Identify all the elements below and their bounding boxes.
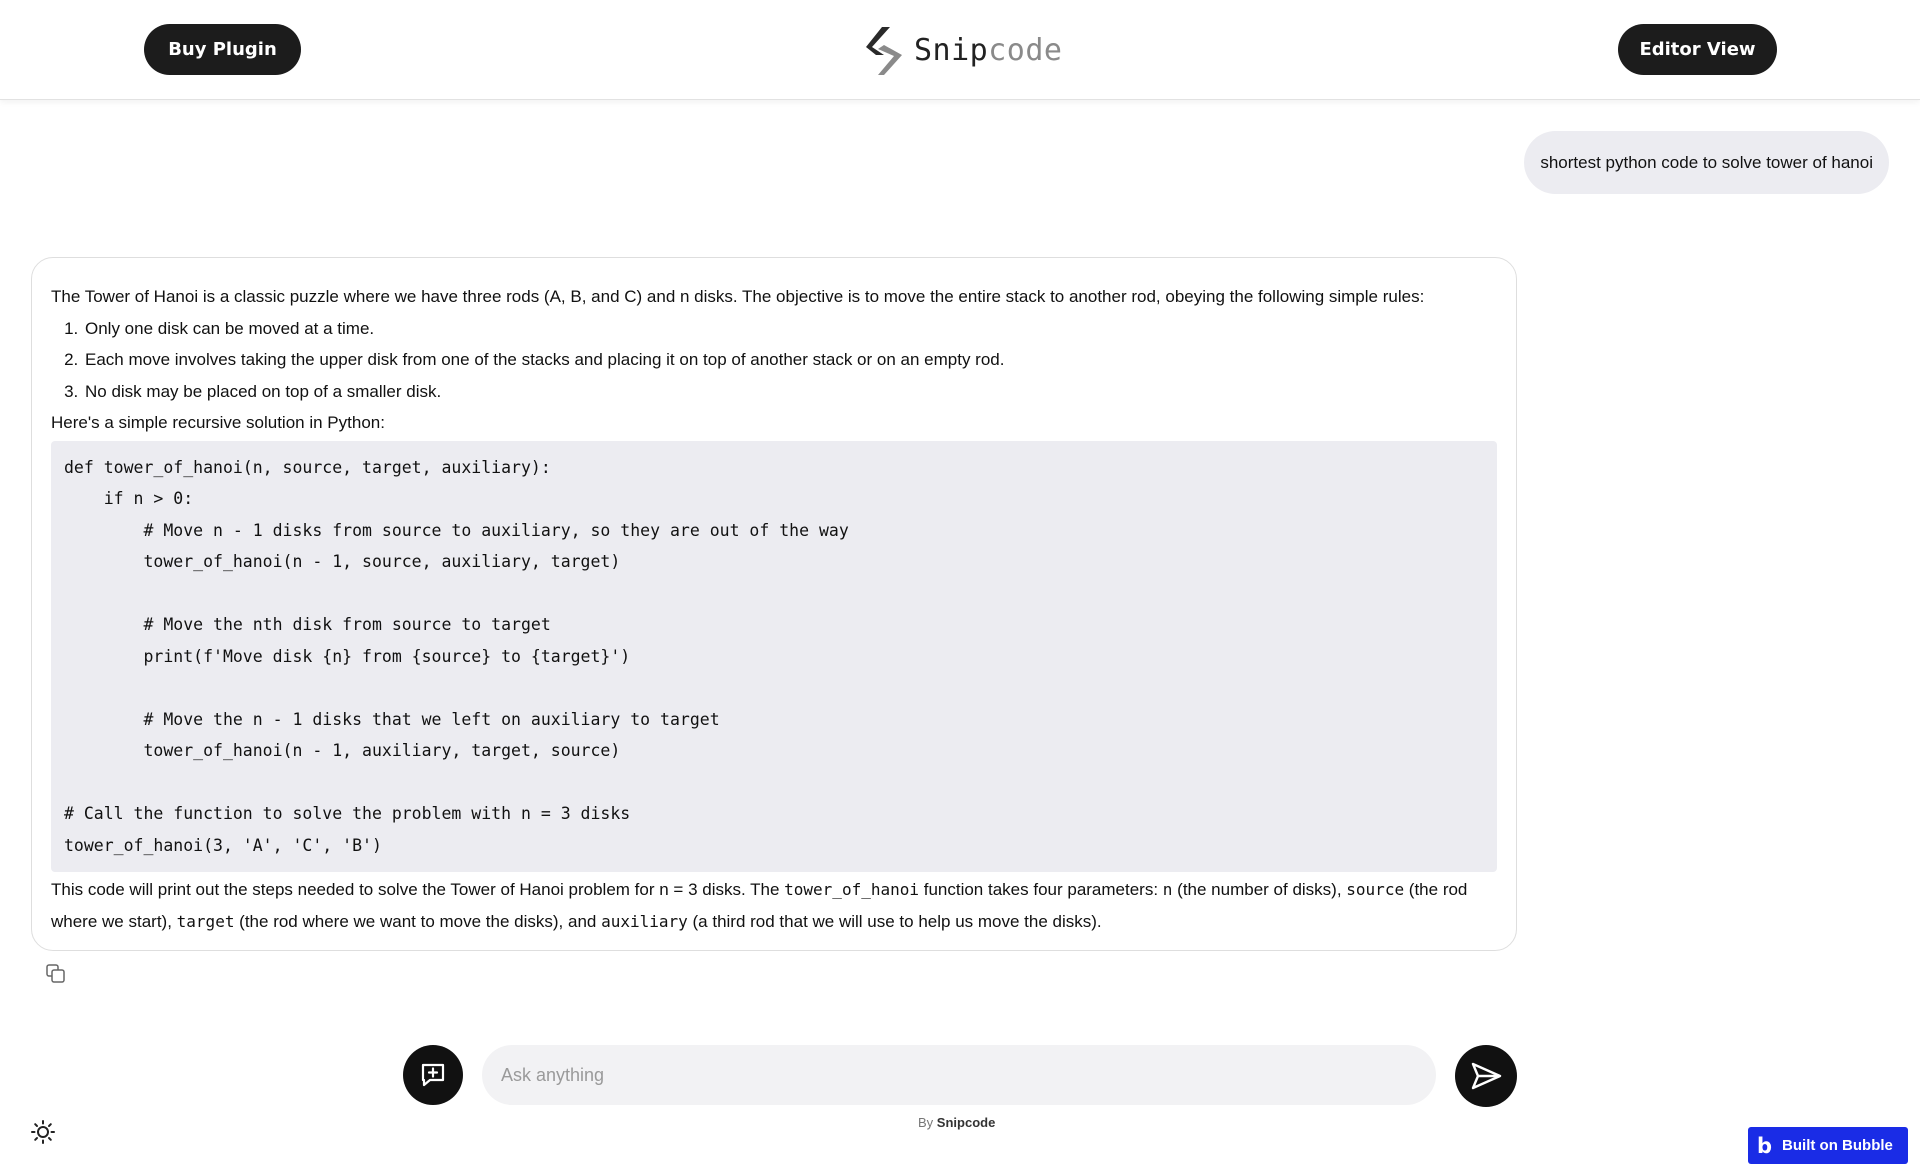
code-line: if n > 0: <box>64 489 194 508</box>
inline-code: tower_of_hanoi <box>784 880 919 899</box>
rules-list <box>83 313 1497 408</box>
snipcode-logo-icon <box>864 25 904 75</box>
list-item: 2. Each move involves taking the upper disk from one of the stacks and placing it on top of another stack or on an empty rod. <box>83 344 1497 376</box>
inline-code: target <box>176 911 235 931</box>
badge-label: Built on Bubble <box>1782 1137 1893 1154</box>
assistant-answer <box>31 257 1517 951</box>
snipcode-logo[interactable] <box>864 24 1063 76</box>
inline-code: auxiliary <box>601 911 688 931</box>
sun-icon <box>30 1119 56 1145</box>
editor-view-button[interactable]: Editor View <box>1618 24 1777 75</box>
list-item: 3. No disk may be placed on top of a smaller disk. <box>83 376 1497 408</box>
answer-lead: Here's a simple recursive solution in Python: <box>51 413 385 432</box>
built-on-bubble-badge[interactable] <box>1748 1127 1908 1164</box>
code-line <box>64 672 1484 704</box>
copy-button[interactable] <box>44 962 68 986</box>
code-line <box>64 578 1484 610</box>
byline: By Snipcode <box>918 1115 996 1130</box>
chat-input-wrapper <box>482 1045 1436 1105</box>
inline-code: source <box>1346 880 1405 899</box>
new-chat-button[interactable] <box>403 1045 463 1105</box>
send-icon <box>1469 1059 1503 1093</box>
new-chat-icon <box>418 1060 448 1090</box>
inline-code: n <box>1162 880 1173 899</box>
user-message: shortest python code to solve tower of hanoi <box>1524 131 1889 194</box>
byline-brand[interactable]: Snipcode <box>936 1115 996 1130</box>
list-item: 1. Only one disk can be moved at a time. <box>83 313 1497 345</box>
send-button[interactable] <box>1455 1045 1517 1107</box>
code-line: tower_of_hanoi(n - 1, auxiliary, target, source) <box>64 741 621 760</box>
code-line: # Move the nth disk from source to target <box>64 615 551 634</box>
answer-intro: The Tower of Hanoi is a classic puzzle where we have three rods (A, B, and C) and n disks. The objective is to move the entire stack to another rod, obeying the following simple rules: <box>51 287 1425 306</box>
code-line: # Move the n - 1 disks that we left on auxiliary to target <box>64 709 720 729</box>
top-bar <box>0 0 1920 100</box>
buy-plugin-button[interactable]: Buy Plugin <box>144 24 301 75</box>
answer-summary: This code will print out the steps needed to solve the Tower of Hanoi problem for n = 3 disks. The tower_of_hanoi function takes four parameters: n (the number of disks), source (the rod where we start), target (the rod where we want to move the disks), and auxiliary (a third rod that we will use to help us move the disks). <box>51 880 1468 931</box>
copy-icon <box>44 962 68 986</box>
logo-text: Snipcode <box>914 32 1063 68</box>
theme-toggle[interactable] <box>30 1119 56 1145</box>
code-line: print(f'Move disk {n} from {source} to {target}') <box>64 646 631 666</box>
code-line: tower_of_hanoi(3, 'A', 'C', 'B') <box>64 835 382 855</box>
code-line: # Call the function to solve the problem with n = 3 disks <box>64 804 631 823</box>
code-line: # Move n - 1 disks from source to auxiliary, so they are out of the way <box>64 520 849 540</box>
code-line: tower_of_hanoi(n - 1, source, auxiliary, target) <box>64 552 621 571</box>
code-line <box>64 767 1484 799</box>
chat-input[interactable] <box>482 1045 1436 1105</box>
code-block[interactable] <box>51 441 1497 873</box>
code-line: def tower_of_hanoi(n, source, target, auxiliary): <box>64 457 551 477</box>
bubble-logo-icon: b <box>1757 1133 1773 1158</box>
